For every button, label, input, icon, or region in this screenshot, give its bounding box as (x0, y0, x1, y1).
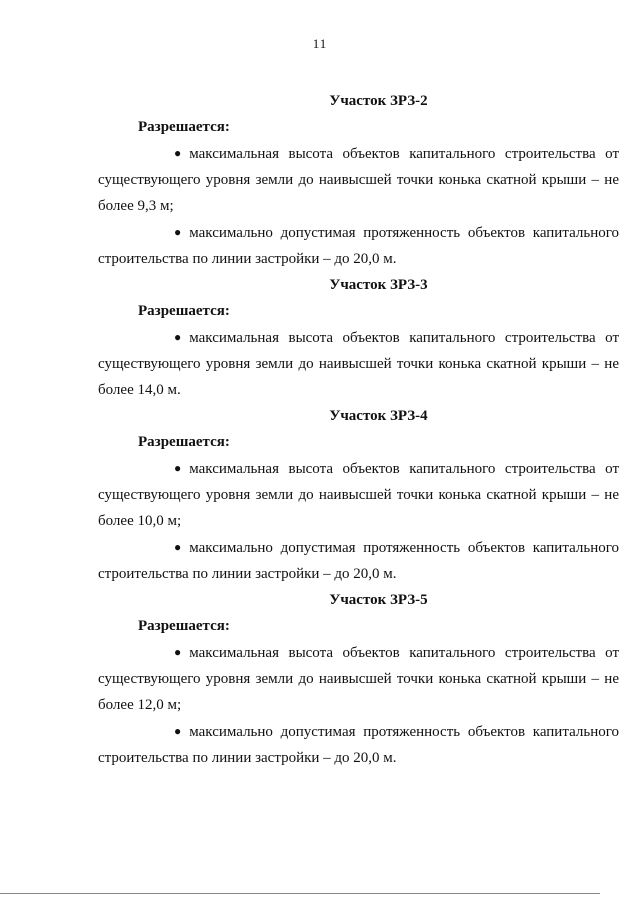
list-item (98, 140, 619, 219)
page-number: 11 (312, 36, 328, 51)
bullet-icon: ● (174, 225, 182, 239)
list-item (98, 534, 619, 587)
bullet-icon: ● (174, 645, 182, 659)
list-item-text: максимальная высота объектов капитального строительства от существующего уровня земли до наивысшей точки конька скатной крыши – не более 12,0 м; (98, 645, 619, 713)
list-item-text: максимально допустимая протяженность объектов капитального строительства по линии застройки – до 20,0 м. (98, 225, 619, 267)
list-item-text: максимально допустимая протяженность объектов капитального строительства по линии застройки – до 20,0 м. (98, 540, 619, 582)
list-item (98, 324, 619, 403)
section-title: Участок ЗРЗ-2 (329, 93, 428, 109)
allowed-label: Разрешается: (138, 303, 230, 319)
page-bottom-rule (0, 893, 600, 894)
list-item-text: максимально допустимая протяженность объектов капитального строительства по линии застройки – до 20,0 м. (98, 724, 619, 766)
bullet-icon: ● (174, 461, 182, 475)
list-item-text: максимальная высота объектов капитального строительства от существующего уровня земли до наивысшей точки конька скатной крыши – не более 10,0 м; (98, 461, 619, 529)
list-item (98, 455, 619, 534)
allowed-label: Разрешается: (138, 434, 230, 450)
section-title: Участок ЗРЗ-4 (329, 408, 428, 424)
bullet-icon: ● (174, 540, 182, 554)
list-item (98, 718, 619, 771)
bullet-icon: ● (174, 724, 182, 738)
section-zrz-3 (98, 272, 619, 403)
list-item (98, 219, 619, 272)
bullet-icon: ● (174, 146, 182, 160)
list-item (98, 639, 619, 718)
list-item-text: максимальная высота объектов капитального строительства от существующего уровня земли до наивысшей точки конька скатной крыши – не более 14,0 м. (98, 330, 619, 398)
bullet-icon: ● (174, 330, 182, 344)
document-body (98, 88, 619, 771)
section-title: Участок ЗРЗ-3 (329, 277, 428, 293)
section-title: Участок ЗРЗ-5 (329, 592, 428, 608)
allowed-label: Разрешается: (138, 618, 230, 634)
section-zrz-4 (98, 403, 619, 587)
list-item-text: максимальная высота объектов капитального строительства от существующего уровня земли до наивысшей точки конька скатной крыши – не более 9,3 м; (98, 146, 619, 214)
section-zrz-5 (98, 587, 619, 771)
section-zrz-2 (98, 88, 619, 272)
allowed-label: Разрешается: (138, 119, 230, 135)
